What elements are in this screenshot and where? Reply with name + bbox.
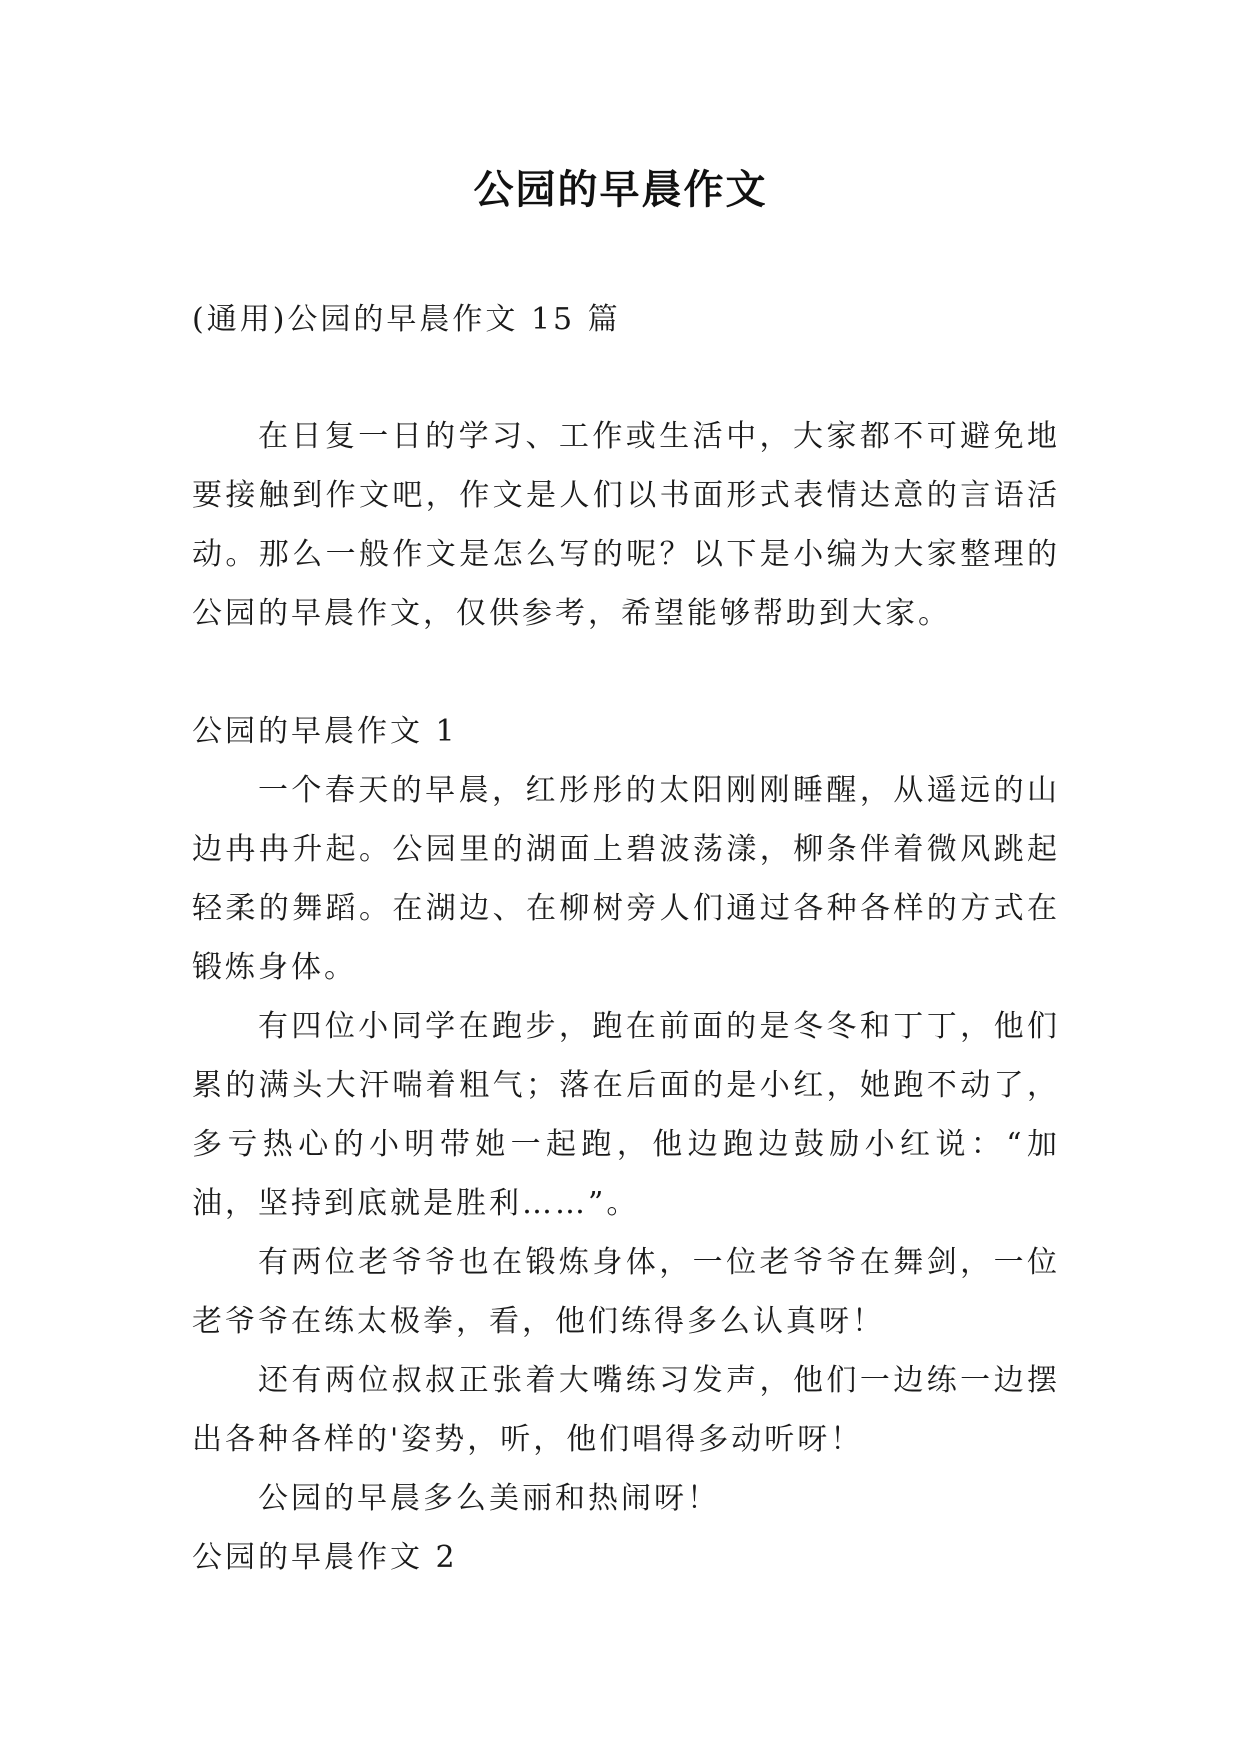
- intro-paragraph: 在日复一日的学习、工作或生活中，大家都不可避免地要接触到作文吧，作文是人们以书面形式表情达意的言语活动。那么一般作文是怎么写的呢？以下是小编为大家整理的公园的早晨作文，仅供参考，希望能够帮助到大家。: [192, 419, 1060, 631]
- document-title: 公园的早晨作文: [473, 167, 768, 213]
- essay-1-heading: 公园的早晨作文 1: [192, 714, 458, 749]
- essay-1-paragraph: 有两位老爷爷也在锻炼身体，一位老爷爷在舞剑，一位老爷爷在练太极拳，看，他们练得多么认真呀！: [192, 1245, 1060, 1339]
- document-body: [192, 290, 1060, 1587]
- essay-1-paragraph: 一个春天的早晨，红彤彤的太阳刚刚睡醒，从遥远的山边冉冉升起。公园里的湖面上碧波荡漾，柳条伴着微风跳起轻柔的舞蹈。在湖边、在柳树旁人们通过各种各样的方式在锻炼身体。: [192, 773, 1060, 985]
- essay-1-paragraph: 还有两位叔叔正张着大嘴练习发声，他们一边练一边摆出各种各样的'姿势，听，他们唱得多动听呀！: [192, 1363, 1060, 1457]
- essay-1-paragraph: 公园的早晨多么美丽和热闹呀！: [258, 1481, 720, 1516]
- document-subtitle: (通用)公园的早晨作文 15 篇: [192, 302, 621, 337]
- essay-1-paragraph: 有四位小同学在跑步，跑在前面的是冬冬和丁丁，他们累的满头大汗喘着粗气；落在后面的是小红，她跑不动了，多亏热心的小明带她一起跑，他边跑边鼓励小红说：“加油，坚持到底就是胜利……”。: [192, 1009, 1060, 1221]
- essay-2-heading: 公园的早晨作文 2: [192, 1540, 458, 1575]
